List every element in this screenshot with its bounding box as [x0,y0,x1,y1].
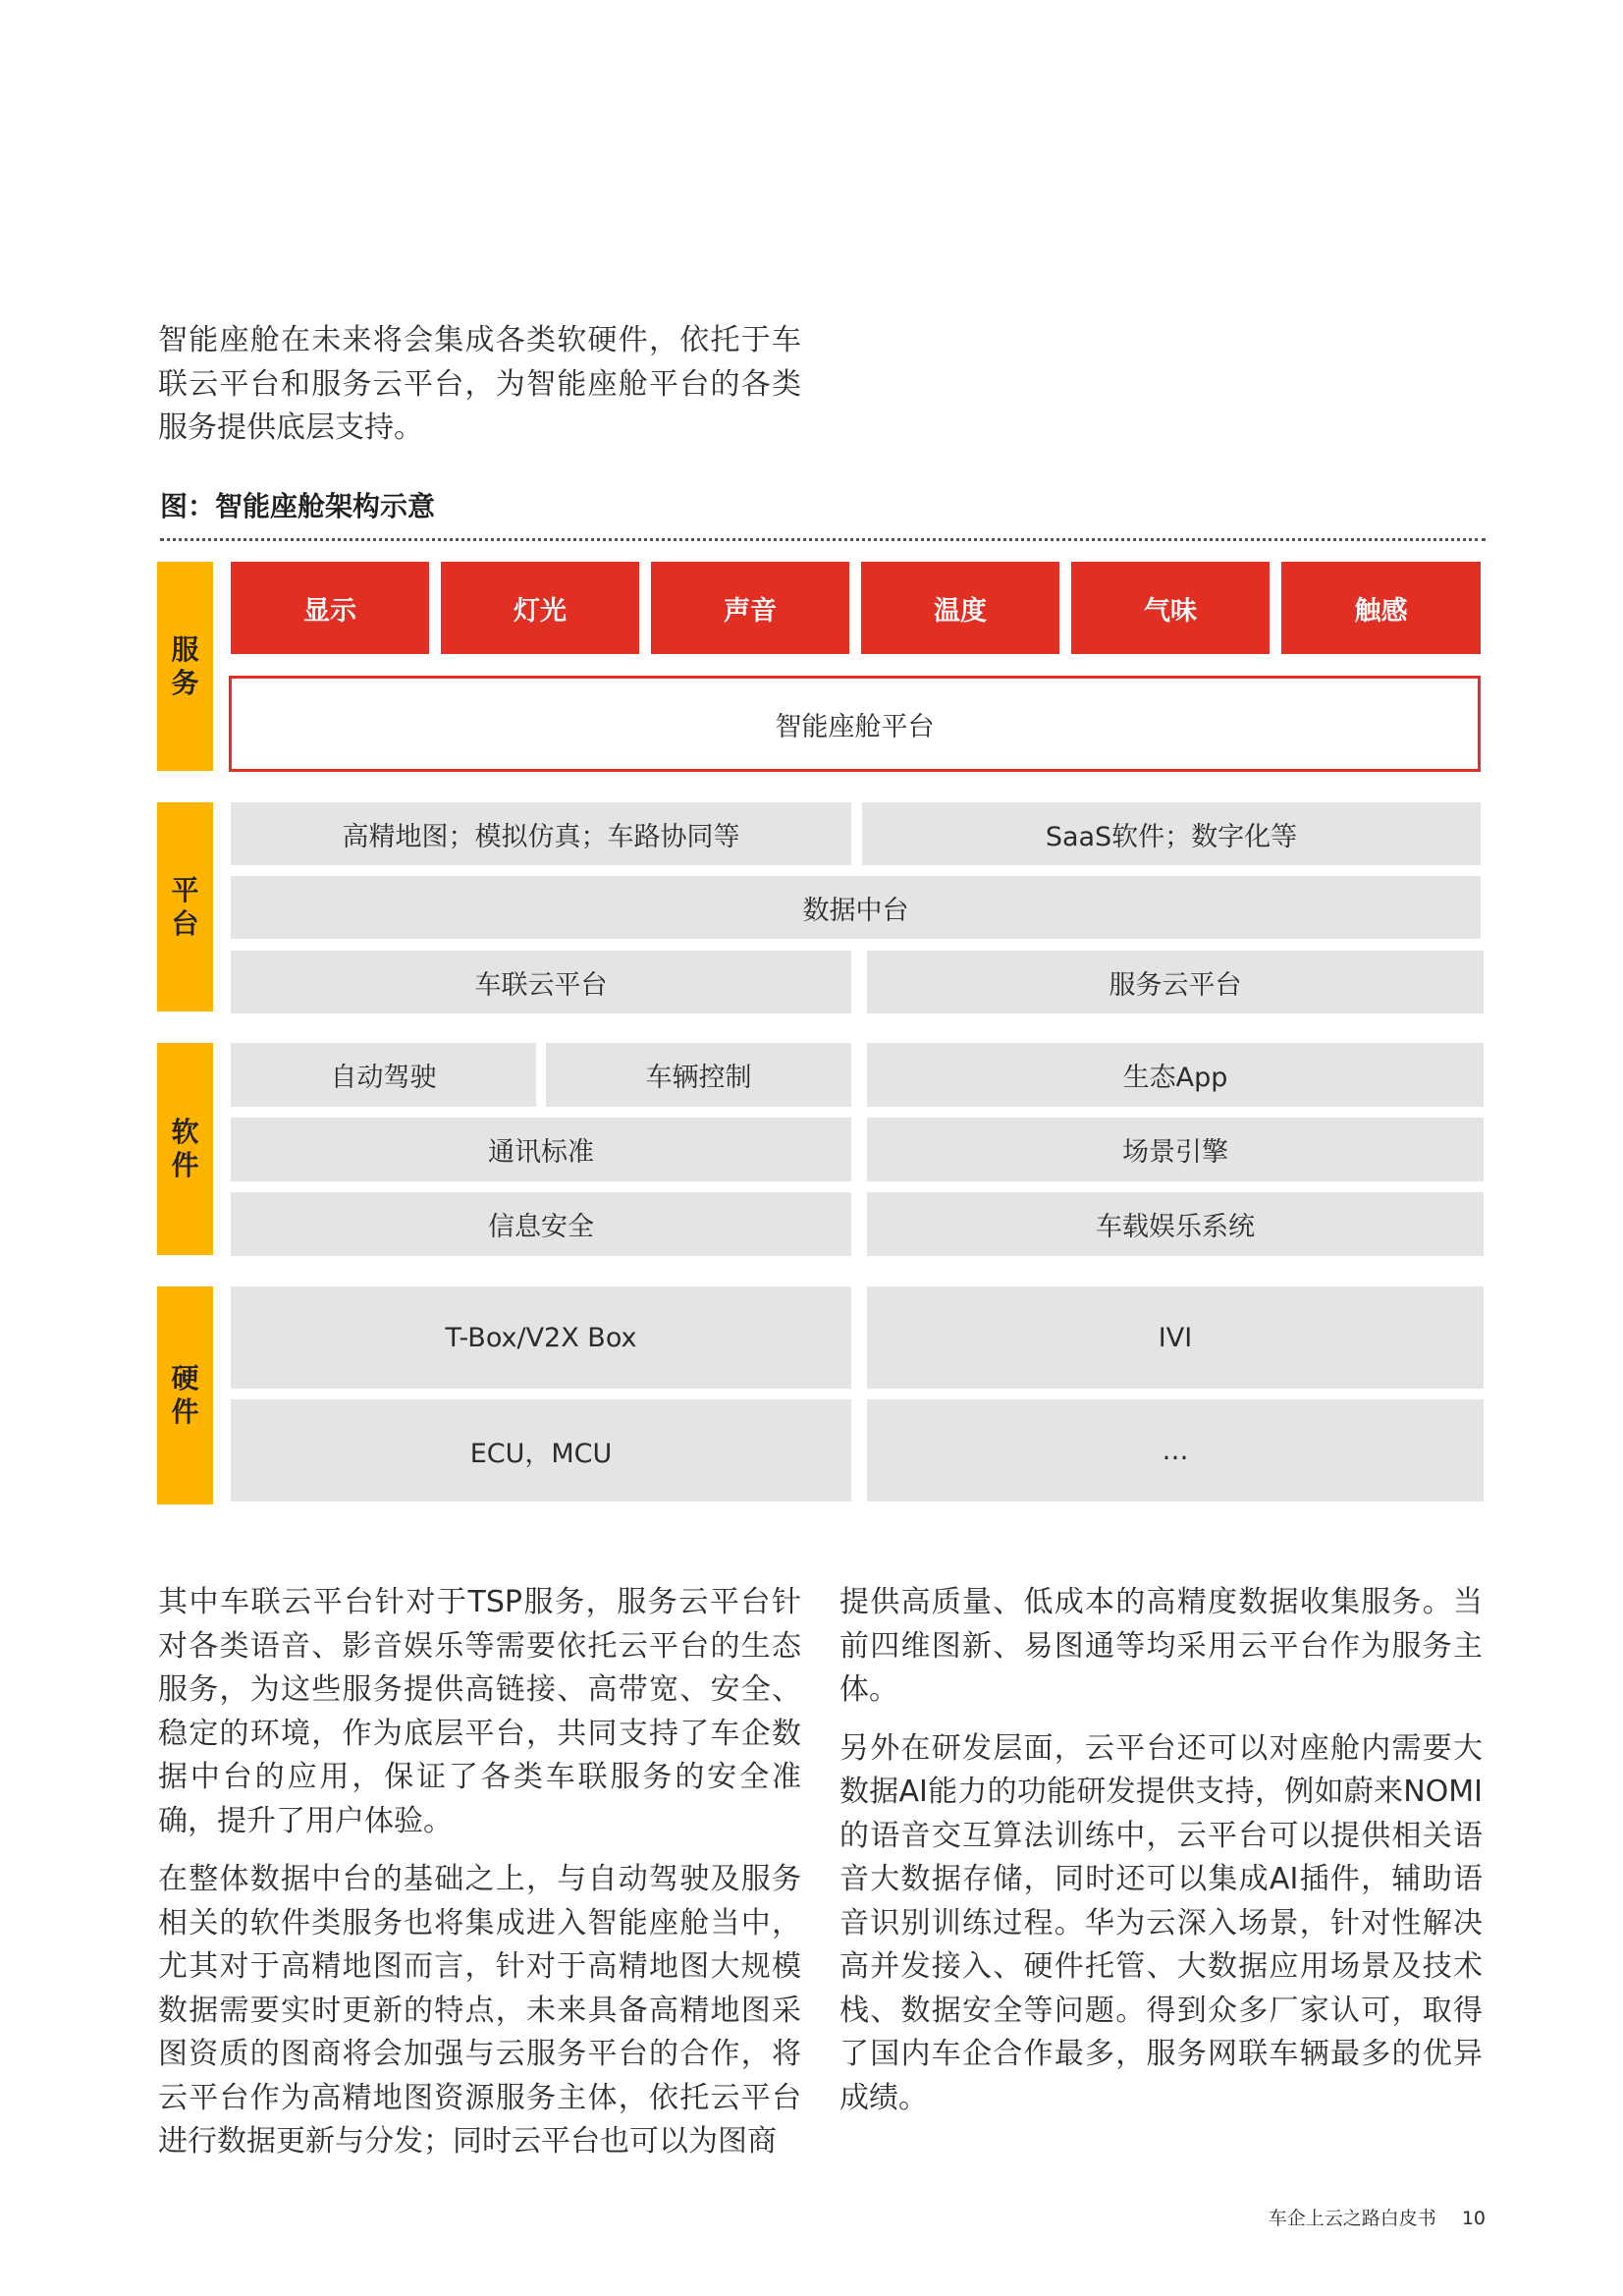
layer-label-platform: 平台 [157,802,213,1011]
software-scene-engine: 场景引擎 [867,1118,1484,1181]
hardware-ivi: IVI [867,1286,1484,1389]
hardware-ecu-mcu: ECU，MCU [231,1399,851,1502]
software-autonomous-driving: 自动驾驶 [231,1043,536,1107]
body-right-column [839,1581,1483,2135]
figure-divider [160,538,1486,541]
body-paragraph: 提供高质量、低成本的高精度数据收集服务。当前四维图新、易图通等均采用云平台作为服务主体。 [839,1585,1483,1707]
software-comm-standard: 通讯标准 [231,1118,851,1181]
body-paragraph: 其中车联云平台针对于TSP服务，服务云平台针对各类语音、影音娱乐等需要依托云平台的生态服务，为这些服务提供高链接、高带宽、安全、稳定的环境，作为底层平台，共同支持了车企数据中台的应用，保证了各类车联服务的安全准确，提升了用户体验。 [158,1585,801,1838]
software-info-security: 信息安全 [231,1192,851,1256]
platform-service-cloud: 服务云平台 [867,951,1484,1013]
layer-label-service: 服务 [157,562,213,771]
platform-hd-map: 高精地图；模拟仿真；车路协同等 [231,802,851,865]
intro-paragraph: 智能座舱在未来将会集成各类软硬件，依托于车联云平台和服务云平台，为智能座舱平台的各类服务提供底层支持。 [158,323,801,445]
software-vehicle-control: 车辆控制 [546,1043,851,1107]
service-item-sound: 声音 [651,562,849,654]
hardware-tbox: T-Box/V2X Box [231,1286,851,1389]
page-footer [1269,2204,1486,2230]
layer-label-software: 软件 [157,1043,213,1255]
hardware-more: … [867,1399,1484,1502]
software-infotainment: 车载娱乐系统 [867,1192,1484,1256]
platform-data-center: 数据中台 [231,876,1481,939]
layer-label-hardware: 硬件 [157,1286,213,1504]
body-left-column [158,1581,801,2179]
body-paragraph: 在整体数据中台的基础之上，与自动驾驶及服务相关的软件类服务也将集成进入智能座舱当中，尤其对于高精地图而言，针对于高精地图大规模数据需要实时更新的特点，未来具备高精地图采图资质的图商将会加强与云服务平台的合作，将云平台作为高精地图资源服务主体，依托云平台进行数据更新与分发；同时云平台也可以为图商 [158,1862,801,2159]
service-item-scent: 气味 [1071,562,1270,654]
cockpit-platform-box: 智能座舱平台 [229,676,1481,772]
service-item-haptics: 触感 [1281,562,1481,654]
figure-caption: 图：智能座舱架构示意 [160,490,436,522]
footer-title: 车企上云之路白皮书 [1268,2208,1436,2229]
software-eco-app: 生态App [867,1043,1484,1107]
page-number: 10 [1461,2208,1486,2229]
service-item-display: 显示 [231,562,429,654]
service-item-lighting: 灯光 [441,562,639,654]
body-paragraph: 另外在研发层面，云平台还可以对座舱内需要大数据AI能力的功能研发提供支持，例如蔚来NOMI的语音交互算法训练中，云平台可以提供相关语音大数据存储，同时还可以集成AI插件，辅助语音识别训练过程。华为云深入场景，针对性解决高并发接入、硬件托管、大数据应用场景及技术栈、数据安全等问题。得到众多厂家认可，取得了国内车企合作最多，服务网联车辆最多的优异成绩。 [839,1730,1483,2115]
platform-saas: SaaS软件；数字化等 [862,802,1481,865]
service-item-temperature: 温度 [861,562,1059,654]
platform-iov-cloud: 车联云平台 [231,951,851,1013]
